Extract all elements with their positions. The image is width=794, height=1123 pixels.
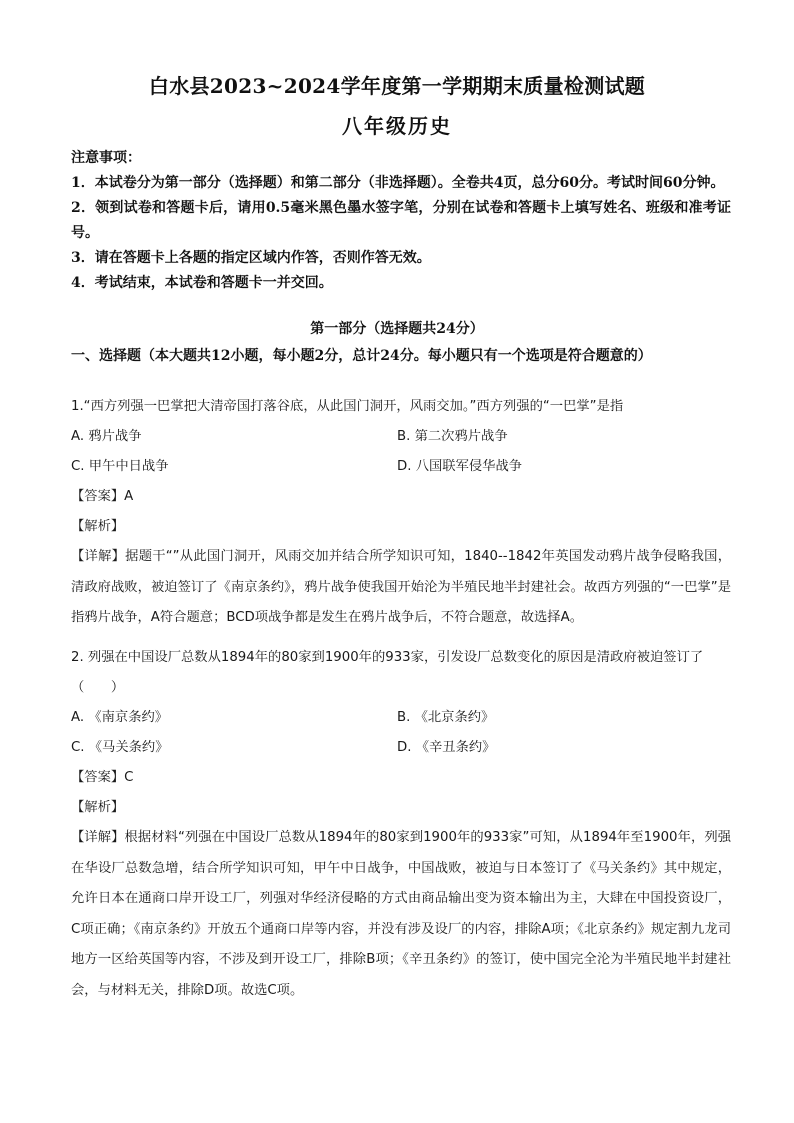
- exam-subtitle: 八年级历史: [342, 114, 452, 138]
- answer-label: 【答案】A: [71, 489, 134, 504]
- exam-title: 白水县2023~2024学年度第一学期期末质量检测试题: [148, 74, 646, 98]
- option-grid: [71, 703, 731, 763]
- detail-text: 【详解】根据材料“列强在中国设厂总数从1894年的80家到1900年的933家”可知，从1894年至1900年，列强在华设厂总数急增，结合所学知识可知，甲午中日战争，中国战败，被迫与日本签订了《马关条约》其中规定，允许日本在通商口岸开设工厂，列强对华经济侵略的方式由商品输出变为资本输出为主，大肆在中国投资设厂，C项正确；《南京条约》开放五个通商口岸等内容，并没有涉及设厂的内容，排除A项；《北京条约》规定割九龙司地方一区给英国等内容，不涉及到开设工厂，排除B项；《辛丑条约》的签订，使中国完全沦为半殖民地半封建社会，与材料无关，排除D项。故选C项。: [71, 830, 731, 998]
- option-d: D. 《辛丑条约》: [397, 740, 496, 755]
- option-b: B. 《北京条约》: [397, 710, 495, 725]
- notes-section: [71, 146, 731, 296]
- notes-item-3: 3．请在答题卡上各题的指定区域内作答，否则作答无效。: [71, 250, 431, 266]
- option-b: B. 第二次鸦片战争: [397, 429, 508, 444]
- option-a: A. 《南京条约》: [71, 710, 169, 725]
- section-heading: 一、选择题（本大题共12小题，每小题2分，总计24分。每小题只有一个选项是符合题意的）: [71, 348, 652, 364]
- option-a: A. 鸦片战争: [71, 429, 142, 444]
- option-c: C. 甲午中日战争: [71, 459, 169, 474]
- question-2: [71, 643, 731, 1006]
- notes-item-2: 2．领到试卷和答题卡后，请用0.5毫米黑色墨水签字笔，分别在试卷和答题卡上填写姓名、班级和准考证号。: [71, 200, 731, 241]
- analysis-label: 【解析】: [71, 800, 125, 815]
- option-grid: [71, 422, 731, 482]
- notes-item-4: 4．考试结束，本试卷和答题卡一并交回。: [71, 275, 333, 291]
- question-stem: 1.“西方列强一巴掌把大清帝国打落谷底，从此国门洞开，风雨交加。”西方列强的“一巴掌”是指: [71, 399, 624, 414]
- notes-heading: 注意事项：: [71, 150, 141, 166]
- option-d: D. 八国联军侵华战争: [397, 459, 523, 474]
- part-heading: 第一部分（选择题共24分）: [310, 321, 484, 337]
- answer-label: 【答案】C: [71, 770, 134, 785]
- question-1: [71, 392, 731, 634]
- analysis-label: 【解析】: [71, 519, 125, 534]
- detail-text: 【详解】据题干“”从此国门洞开，风雨交加并结合所学知识可知，1840--1842年英国发动鸦片战争侵略我国，清政府战败，被迫签订了《南京条约》，鸦片战争使我国开始沦为半殖民地半封建社会。故西方列强的“一巴掌”是指鸦片战争，A符合题意；BCD项战争都是发生在鸦片战争后，不符合题意，故选择A。: [71, 549, 731, 625]
- question-stem: 2. 列强在中国设厂总数从1894年的80家到1900年的933家，引发设厂总数变化的原因是清政府被迫签订了（ ）: [71, 650, 704, 695]
- option-c: C. 《马关条约》: [71, 740, 169, 755]
- notes-item-1: 1．本试卷分为第一部分（选择题）和第二部分（非选择题）。全卷共4页，总分60分。考试时间60分钟。: [71, 175, 725, 191]
